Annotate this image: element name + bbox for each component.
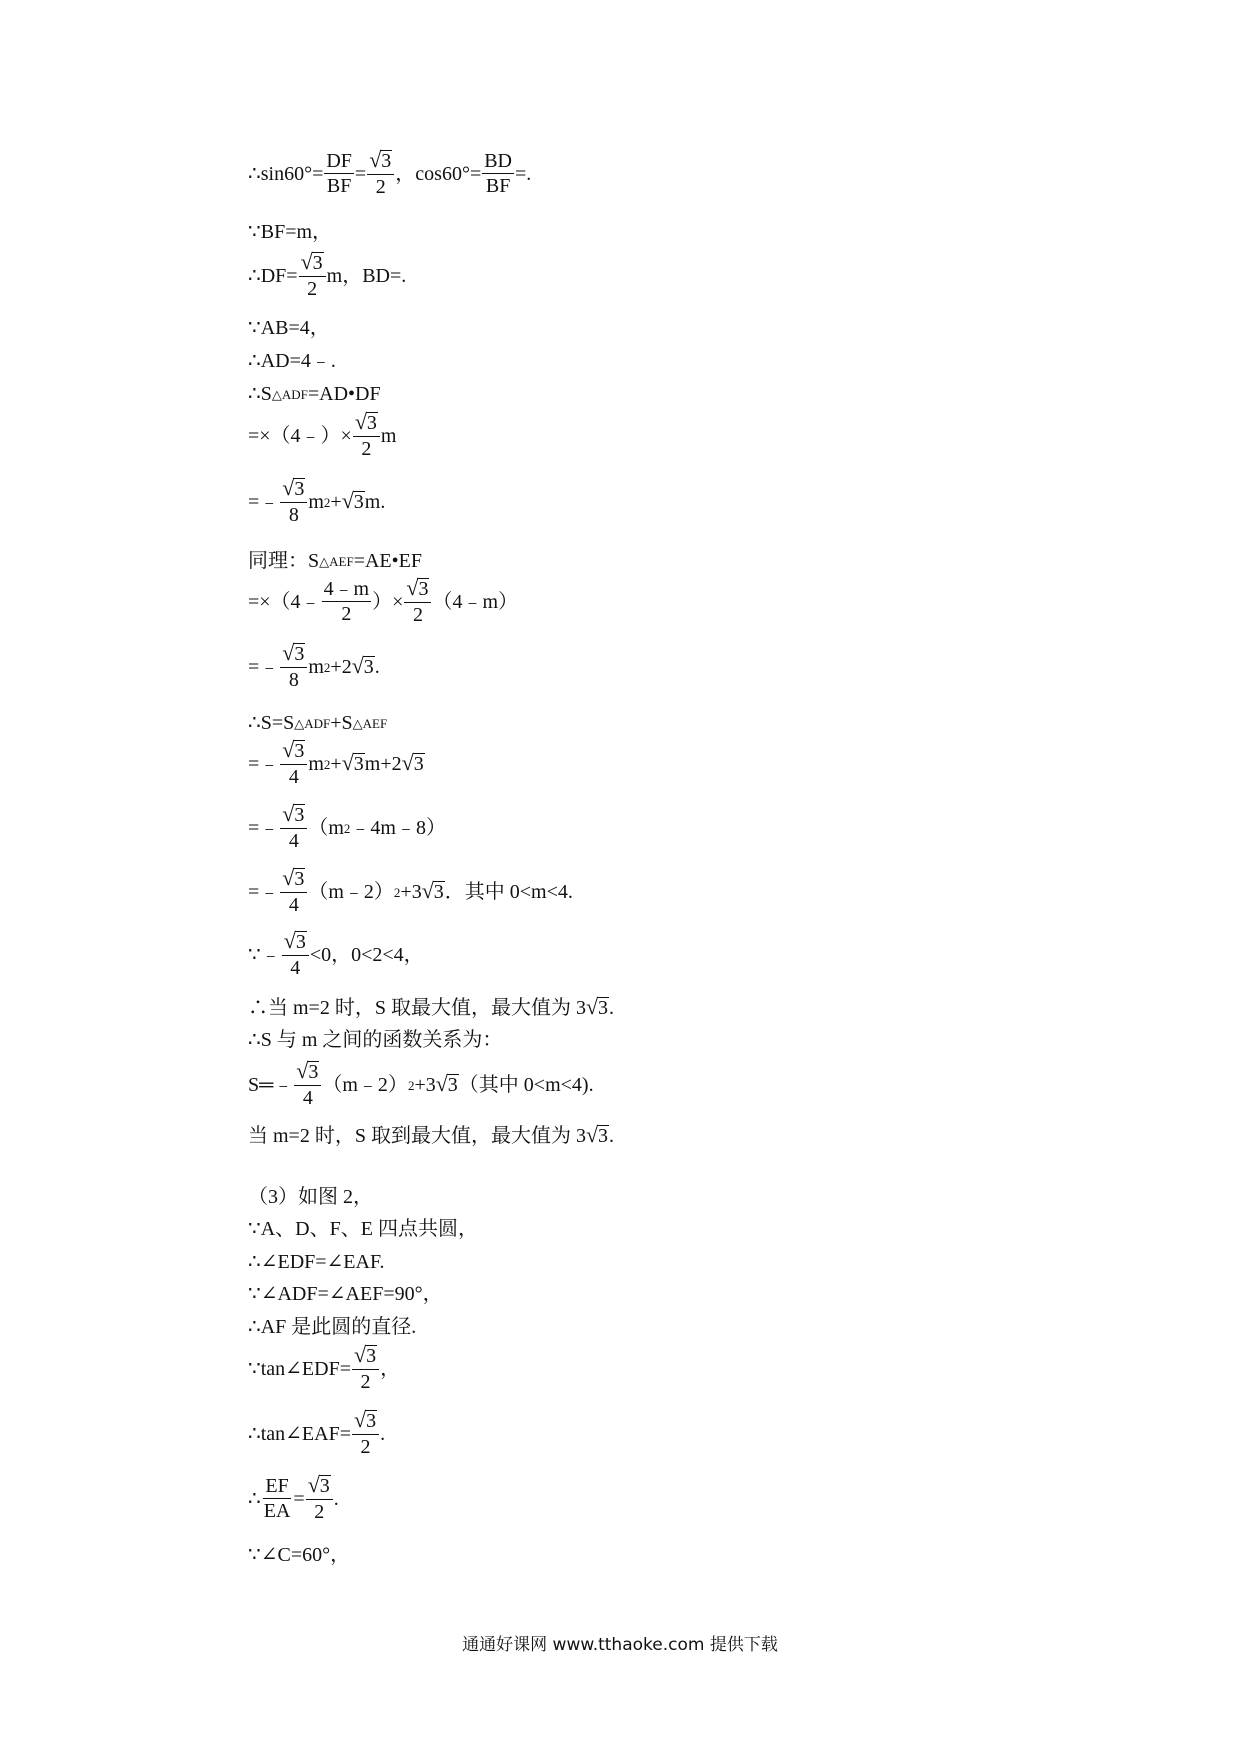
math-line: ∴ $\frac{EF}{EA}$ = √ 3 2 . — [248, 1472, 339, 1523]
fraction: √ 3 2 — [352, 1345, 379, 1393]
math-line: =×（4﹣）× √ 3 2 m — [248, 409, 397, 460]
math-line: ∵BF=m， — [248, 221, 333, 243]
fraction: √ 3 2 — [299, 252, 326, 300]
math-line: =×（4﹣ $\frac{4﹣m}{2}$ ）× √ 3 2 （4﹣m） — [248, 575, 519, 626]
math-line: ∴S=S △ADF +S △AEF — [248, 712, 388, 734]
sqrt: √ 3 — [401, 750, 424, 775]
sqrt: √ 3 — [585, 1122, 609, 1147]
fraction: √ 3 8 — [280, 643, 307, 691]
fraction: $\frac{4﹣m}{2}$ — [323, 578, 370, 625]
fraction: √ 3 4 — [282, 931, 309, 979]
fraction: $\frac{BD}{BF}$ — [484, 150, 513, 197]
math-line: ∴sin60°= $\frac{DF}{BF}$ = √ 3 2 ，cos60°= $\frac{BD}{BF}$ =. — [248, 147, 532, 198]
math-line: ∴当 m=2 时，S 取最大值，最大值为 3 √ 3 . — [248, 994, 615, 1019]
fraction: √ 3 2 — [404, 578, 431, 626]
math-line: ∴DF= √ 3 2 m，BD=. — [248, 249, 407, 300]
sqrt: √ 3 — [351, 653, 374, 678]
math-line: ∵﹣ √ 3 4 <0，0<2<4， — [248, 928, 424, 979]
math-line: =﹣ √ 3 4 （m 2 ﹣4m﹣8） — [248, 801, 446, 852]
math-line: ∵A、D、F、E 四点共圆， — [248, 1218, 478, 1240]
sqrt: √ 3 — [435, 1071, 458, 1096]
math-line: ∴∠EDF=∠EAF. — [248, 1251, 385, 1273]
sqrt: √ 3 — [341, 750, 364, 775]
fraction: √ 3 2 — [367, 150, 394, 198]
sqrt: √ 3 — [341, 488, 364, 513]
math-line: =﹣ √ 3 4 m 2 + √ 3 m+2 √ 3 — [248, 737, 424, 788]
sqrt: √ 3 — [421, 878, 444, 903]
math-line: ∵∠ADF=∠AEF=90°， — [248, 1283, 443, 1305]
fraction: √ 3 4 — [280, 740, 307, 788]
fraction: √ 3 2 — [353, 412, 380, 460]
fraction: √ 3 2 — [352, 1410, 379, 1458]
fraction: √ 3 4 — [294, 1061, 321, 1109]
fraction: $\frac{EF}{EA}$ — [263, 1475, 291, 1522]
math-line: S═﹣ √ 3 4 （m﹣2） 2 +3 √ 3 （其中 0<m<4). — [248, 1058, 594, 1109]
fraction: √ 3 4 — [280, 804, 307, 852]
math-line: =﹣ √ 3 8 m 2 +2 √ 3 . — [248, 640, 380, 691]
math-line: =﹣ √ 3 8 m 2 + √ 3 m. — [248, 475, 386, 526]
page-footer: 通通好课网 www.tthaoke.com 提供下载 — [462, 1635, 778, 1655]
sqrt: √ 3 — [585, 994, 609, 1019]
math-line: ∵∠C=60°， — [248, 1544, 351, 1566]
math-line: 当 m=2 时，S 取到最大值，最大值为 3 √ 3 . — [248, 1122, 615, 1147]
math-line: 同理：S △AEF =AE•EF — [248, 550, 422, 572]
fraction: √ 3 4 — [280, 868, 307, 916]
fraction: √ 3 8 — [280, 478, 307, 526]
math-line: ∴AF 是此圆的直径. — [248, 1316, 417, 1338]
fraction: √ 3 2 — [306, 1475, 333, 1523]
math-line: ∴AD=4﹣. — [248, 350, 336, 372]
math-line: ∴S 与 m 之间的函数关系为： — [248, 1029, 503, 1051]
math-line: ∴tan∠EAF= √ 3 2 . — [248, 1407, 386, 1458]
math-line: =﹣ √ 3 4 （m﹣2） 2 +3 √ 3 ．其中 0<m<4. — [248, 865, 573, 916]
fraction: $\frac{DF}{BF}$ — [326, 150, 352, 197]
math-line: （3）如图 2， — [248, 1186, 373, 1208]
math-line: ∵AB=4， — [248, 317, 330, 339]
math-line: ∴S △ADF =AD•DF — [248, 383, 381, 405]
math-line: ∵tan∠EDF= √ 3 2 ， — [248, 1342, 401, 1393]
